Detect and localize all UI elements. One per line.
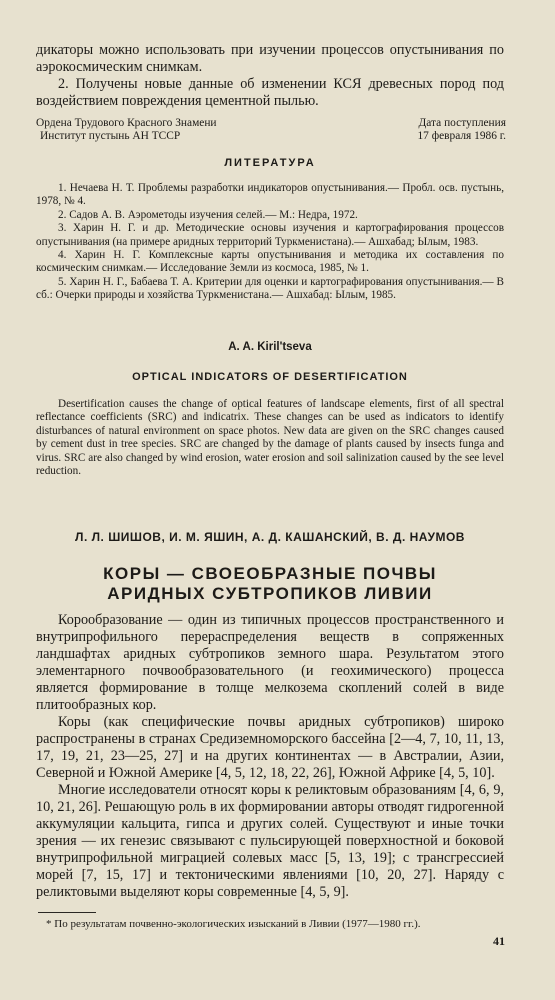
page-number: 41 [493,934,505,948]
article-title-line-2: АРИДНЫХ СУБТРОПИКОВ ЛИВИИ [107,584,433,603]
reference-item: 1. Нечаева Н. Т. Проблемы разработки индикаторов опустынивания.— Пробл. осв. пустынь, 1978, № 4. [36,182,504,208]
body-paragraph: Коры (как специфические почвы аридных субтропиков) широко распространены в странах Средиземноморского бассейна [2—4, 7, 10, 11, 13, 17, 19, 21, 23—25, 27] и на других континентах — в Австралии, Азии, Северной и Южной Америке [4, 5, 12, 18, 22, 26], Южной Африке [4, 5, 10]. [36,714,504,781]
body-paragraph: Корообразование — один из типичных процессов пространственного и внутрипрофильного перераспределения веществ в сопряженных ландшафтах аридных субтропиков земного шара. Результатом этого элементарного почвообразовательного (и геохимического) процесса является формирование в толще мелкозема скоплений солей в виде плитообразных кор. [36,612,504,713]
body-paragraph: Многие исследователи относят коры к реликтовым образованиям [4, 6, 9, 10, 21, 26]. Решающую роль в их формировании авторы отводят гидрогенной аккумуляции кальцита, гипса и других солей. Существуют и иные точки зрения — их генезис связывают с пульсирующей поверхностной и боковой внутрипрофильной миграцией солевых масс [5, 13, 19]; с трансгрессией морей [7, 15, 17] и тектоническими явлениями [10, 20, 27]. Наряду с реликтовыми выделяют коры современные [4, 5, 9]. [36,782,504,900]
reference-item: 5. Харин Н. Г., Бабаева Т. А. Критерии для оценки и картографирования опустынивания.— В сб.: Очерки природы и хозяйства Туркменистана.— Ашхабад: Ылым, 1985. [36,275,504,302]
article-authors: Л. Л. ШИШОВ, И. М. ЯШИН, А. Д. КАШАНСКИЙ, В. Д. НАУМОВ [75,530,465,544]
reference-item: 4. Харин Н. Г. Комплексные карты опустынивания и методика их составления по космическим снимкам.— Исследование Земли из космоса, 1985, № 1. [36,249,504,275]
reference-item: 2. Садов А. В. Аэрометоды изучения селей.— М.: Недра, 1972. [58,208,358,221]
article-title [36,564,504,604]
article-body [36,612,504,901]
conclusion-point-2: 2. Получены новые данные об изменении КСЯ древесных пород под воздействием повреждения цементной пылью. [36,76,504,109]
reference-item: 3. Харин Н. Г. и др. Методические основы изучения и картографирования процессов опустынивания (на примере аридных территорий Туркменистана).— Ашхабад; Ылым, 1983. [36,222,504,248]
received-label: Дата поступления [418,117,506,129]
abstract-author: A. A. Kiril'tseva [228,341,312,353]
references-heading: ЛИТЕРАТУРА [224,157,316,169]
conclusion-block [36,42,504,110]
footnote-rule [38,912,96,913]
footnote: * По результатам почвенно-экологических изысканий в Ливии (1977—1980 гг.). [46,918,421,930]
affiliation-institute: Институт пустынь АН ТССР [40,130,181,142]
references-list [36,182,504,303]
conclusion-continuation: дикаторы можно использовать при изучении процессов опустынивания по аэрокосмическим снимкам. [36,42,504,75]
article-title-line-1: КОРЫ — СВОЕОБРАЗНЫЕ ПОЧВЫ [103,564,437,583]
received-date: 17 февраля 1986 г. [417,130,506,142]
affiliation-block [36,117,506,143]
abstract-text: Desertification causes the change of optical features of landscape elements, first of all spectral reflectance coefficients (SRC) and indicatrix. These changes can be used as indicators to identify disturbances of natural environment on space photos. New data are given on the SRC changes caused by cement dust in tree species. SRC are changed by the damage of plants caused by insects funga and virus. SRC are also changed by wind erosion, water erosion and soil salinization caused by the see level reduction. [36,398,504,478]
affiliation-org: Ордена Трудового Красного Знамени [36,117,217,129]
abstract-title: OPTICAL INDICATORS OF DESERTIFICATION [132,371,408,383]
